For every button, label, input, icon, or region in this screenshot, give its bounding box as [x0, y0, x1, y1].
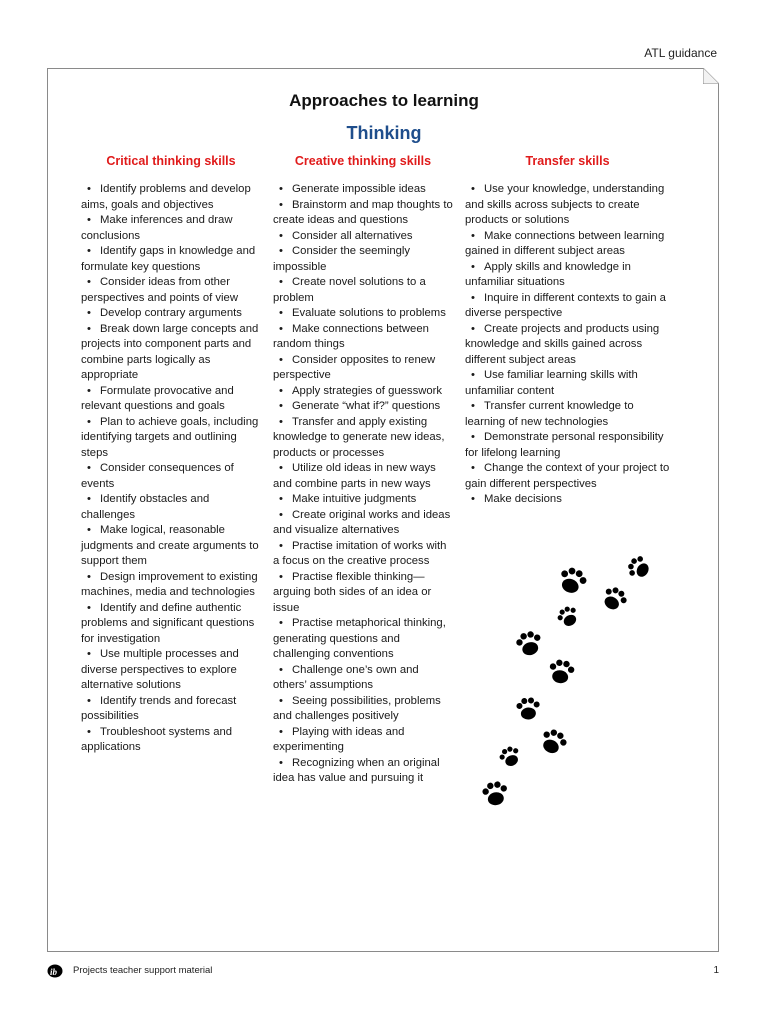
page-number: 1 [713, 965, 719, 976]
bullet-icon: • [471, 229, 475, 242]
bullet-icon: • [279, 617, 283, 629]
bullet-icon: • [87, 384, 91, 397]
paw-print-icon [550, 599, 586, 635]
bullet-icon: • [279, 353, 283, 366]
skill-item-text: Transfer and apply existing knowledge to generate new ideas, products or processes [273, 415, 445, 459]
bullet-icon: • [279, 725, 283, 738]
bullet-icon: • [87, 307, 91, 319]
bullet-icon: • [279, 307, 283, 319]
skill-item-text: Make inferences and draw conclusions [81, 214, 233, 242]
skill-item [81, 461, 261, 492]
skill-item [273, 244, 453, 275]
skill-item-text: Consider opposites to renew perspective [273, 353, 436, 381]
document-subtitle: Thinking [346, 123, 422, 143]
column-critical-thinking [81, 152, 261, 756]
bullet-icon: • [87, 524, 91, 536]
column-transfer [465, 152, 670, 508]
paw-print-icon [512, 693, 545, 726]
skill-item-text: Use your knowledge, understanding and skills across subjects to create products or solutions [465, 183, 665, 226]
bullet-icon: • [279, 229, 283, 242]
skill-item [81, 213, 261, 244]
skill-item-text: Challenge one’s own and others’ assumptions [273, 663, 419, 691]
skill-item [465, 322, 670, 369]
skill-item [465, 260, 670, 291]
skill-item [273, 384, 453, 400]
bullet-icon: • [279, 694, 283, 707]
skill-item-text: Break down large concepts and projects into component parts and combine parts logically as appropriate [81, 322, 259, 381]
skill-item-text: Use familiar learning skills with unfamiliar content [465, 369, 638, 397]
skill-item [465, 229, 670, 260]
bullet-icon: • [279, 493, 283, 505]
column-heading: Critical thinking skills [106, 154, 236, 168]
paw-print-icon [620, 549, 658, 587]
skill-item [273, 353, 453, 384]
skill-item [81, 182, 261, 213]
skill-item-text: Plan to achieve goals, including identifying targets and outlining steps [81, 415, 259, 459]
svg-text:ib: ib [50, 967, 58, 977]
paw-print-icon [493, 740, 528, 775]
skill-item [465, 182, 670, 229]
skill-item-text: Troubleshoot systems and applications [81, 725, 233, 753]
skill-item [465, 368, 670, 399]
skill-item [465, 430, 670, 461]
bullet-icon: • [471, 400, 475, 412]
column-heading: Transfer skills [525, 154, 610, 168]
skill-item-text: Identify gaps in knowledge and formulate key questions [81, 245, 256, 273]
bullet-icon: • [87, 694, 91, 707]
page-fold-corner [703, 68, 719, 84]
bullet-icon: • [279, 539, 283, 552]
skill-item [273, 461, 453, 492]
ib-logo-icon [47, 964, 63, 983]
column-creative-thinking [273, 152, 453, 787]
bullet-icon: • [279, 756, 283, 769]
skill-item [273, 694, 453, 725]
skill-item [81, 322, 261, 384]
skill-item-text: Utilize old ideas in new ways and combine parts in new ways [273, 462, 436, 490]
skill-item [273, 229, 453, 245]
skill-item-text: Practise metaphorical thinking, generating questions and challenging conventions [273, 617, 446, 660]
skill-item [81, 570, 261, 601]
bullet-icon: • [279, 462, 283, 474]
skill-item-text: Consider ideas from other perspectives and points of view [81, 276, 238, 304]
bullet-icon: • [471, 462, 475, 474]
skill-item-text: Identify trends and forecast possibilities [81, 694, 237, 722]
skill-item-text: Create novel solutions to a problem [273, 276, 426, 304]
skill-item-text: Generate impossible ideas [292, 183, 426, 195]
skills-list [465, 182, 670, 508]
skill-item [81, 694, 261, 725]
skill-item [273, 306, 453, 322]
bullet-icon: • [87, 214, 91, 226]
skill-item-text: Demonstrate personal responsibility for lifelong learning [465, 431, 664, 459]
skill-item [81, 647, 261, 694]
skill-item [81, 492, 261, 523]
bullet-icon: • [471, 431, 475, 443]
skills-list [81, 182, 261, 756]
skill-item-text: Make logical, reasonable judgments and create arguments to support them [81, 524, 259, 567]
skill-item-text: Formulate provocative and relevant questions and goals [81, 384, 234, 412]
skill-item [273, 539, 453, 570]
skill-item [465, 399, 670, 430]
footer-text: Projects teacher support material [73, 965, 213, 976]
skill-item-text: Create projects and products using knowledge and skills gained across different subject areas [465, 322, 660, 366]
skill-item [273, 663, 453, 694]
skill-item-text: Inquire in different contexts to gain a diverse perspective [465, 291, 666, 319]
skill-item [81, 244, 261, 275]
bullet-icon: • [87, 462, 91, 474]
bullet-icon: • [279, 508, 283, 521]
skill-item [81, 306, 261, 322]
bullet-icon: • [279, 570, 283, 583]
bullet-icon: • [279, 183, 283, 195]
bullet-icon: • [87, 493, 91, 505]
skill-item [273, 508, 453, 539]
bullet-icon: • [279, 400, 283, 412]
skill-item-text: Evaluate solutions to problems [292, 307, 446, 319]
bullet-icon: • [87, 648, 91, 660]
skill-item [465, 461, 670, 492]
bullet-icon: • [471, 260, 475, 273]
bullet-icon: • [87, 570, 91, 583]
paw-print-icon [594, 579, 635, 620]
skill-item [273, 415, 453, 462]
skill-item-text: Use multiple processes and diverse perspectives to explore alternative solutions [81, 648, 239, 691]
skill-item-text: Change the context of your project to gain different perspectives [465, 462, 670, 490]
skill-item-text: Brainstorm and map thoughts to create ideas and questions [273, 198, 453, 226]
bullet-icon: • [279, 198, 283, 211]
skill-item-text: Make connections between random things [273, 322, 429, 350]
skill-item-text: Practise imitation of works with a focus on the creative process [273, 539, 447, 567]
skill-item [81, 275, 261, 306]
skill-item [273, 570, 453, 617]
header-label: ATL guidance [644, 46, 717, 60]
bullet-icon: • [471, 183, 475, 195]
bullet-icon: • [87, 322, 91, 335]
bullet-icon: • [471, 322, 475, 335]
skill-item [81, 415, 261, 462]
paw-prints-decoration [475, 548, 675, 818]
bullet-icon: • [471, 369, 475, 381]
skill-item [81, 601, 261, 648]
skill-item-text: Generate “what if?” questions [292, 400, 441, 412]
skill-item-text: Make decisions [484, 493, 562, 505]
skill-item [273, 756, 453, 787]
paw-print-icon [532, 721, 575, 764]
skill-item [273, 492, 453, 508]
skill-item [81, 384, 261, 415]
skill-item [273, 198, 453, 229]
skill-item-text: Identify and define authentic problems and significant questions for investigation [81, 601, 255, 645]
skill-item [273, 275, 453, 306]
paw-print-icon [509, 624, 548, 663]
bullet-icon: • [87, 601, 91, 614]
bullet-icon: • [87, 245, 91, 257]
skill-item-text: Develop contrary arguments [100, 307, 242, 319]
bullet-icon: • [87, 276, 91, 288]
bullet-icon: • [87, 183, 91, 195]
skill-item-text: Seeing possibilities, problems and challenges positively [273, 694, 441, 722]
column-heading: Creative thinking skills [294, 154, 432, 168]
skill-item-text: Practise flexible thinking—arguing both sides of an idea or issue [273, 570, 432, 614]
bullet-icon: • [279, 245, 283, 257]
skill-item [273, 725, 453, 756]
skills-list [273, 182, 453, 787]
bullet-icon: • [87, 415, 91, 428]
skill-item-text: Recognizing when an original idea has value and pursuing it [273, 756, 440, 784]
skill-item-text: Consider the seemingly impossible [273, 245, 411, 273]
skill-item [465, 291, 670, 322]
bullet-icon: • [279, 276, 283, 288]
bullet-icon: • [279, 384, 283, 397]
skill-item [273, 322, 453, 353]
skill-item-text: Identify obstacles and challenges [81, 493, 210, 521]
bullet-icon: • [279, 415, 283, 428]
bullet-icon: • [87, 725, 91, 738]
skill-item-text: Create original works and ideas and visualize alternatives [273, 508, 451, 536]
bullet-icon: • [279, 663, 283, 676]
skill-item-text: Consider consequences of events [81, 462, 234, 490]
bullet-icon: • [471, 291, 475, 304]
skill-item [81, 523, 261, 570]
skill-item [273, 182, 453, 198]
skill-item-text: Design improvement to existing machines, media and technologies [81, 570, 258, 598]
paw-print-icon [542, 653, 579, 690]
skill-item-text: Apply strategies of guesswork [292, 384, 443, 397]
paw-print-icon [476, 775, 513, 812]
document-title: Approaches to learning [289, 91, 479, 110]
paw-print-icon [550, 559, 594, 603]
skill-item-text: Transfer current knowledge to learning of new technologies [465, 400, 634, 428]
skill-item [273, 616, 453, 663]
skill-item [273, 399, 453, 415]
skill-item-text: Playing with ideas and experimenting [273, 725, 405, 753]
skill-item-text: Make intuitive judgments [292, 493, 417, 505]
skill-item-text: Identify problems and develop aims, goals and objectives [81, 183, 251, 211]
skill-item-text: Consider all alternatives [292, 229, 413, 242]
skill-item [81, 725, 261, 756]
skill-item-text: Apply skills and knowledge in unfamiliar situations [465, 260, 631, 288]
bullet-icon: • [471, 493, 475, 505]
skill-item-text: Make connections between learning gained in different subject areas [465, 229, 665, 257]
bullet-icon: • [279, 322, 283, 335]
skill-item [465, 492, 670, 508]
